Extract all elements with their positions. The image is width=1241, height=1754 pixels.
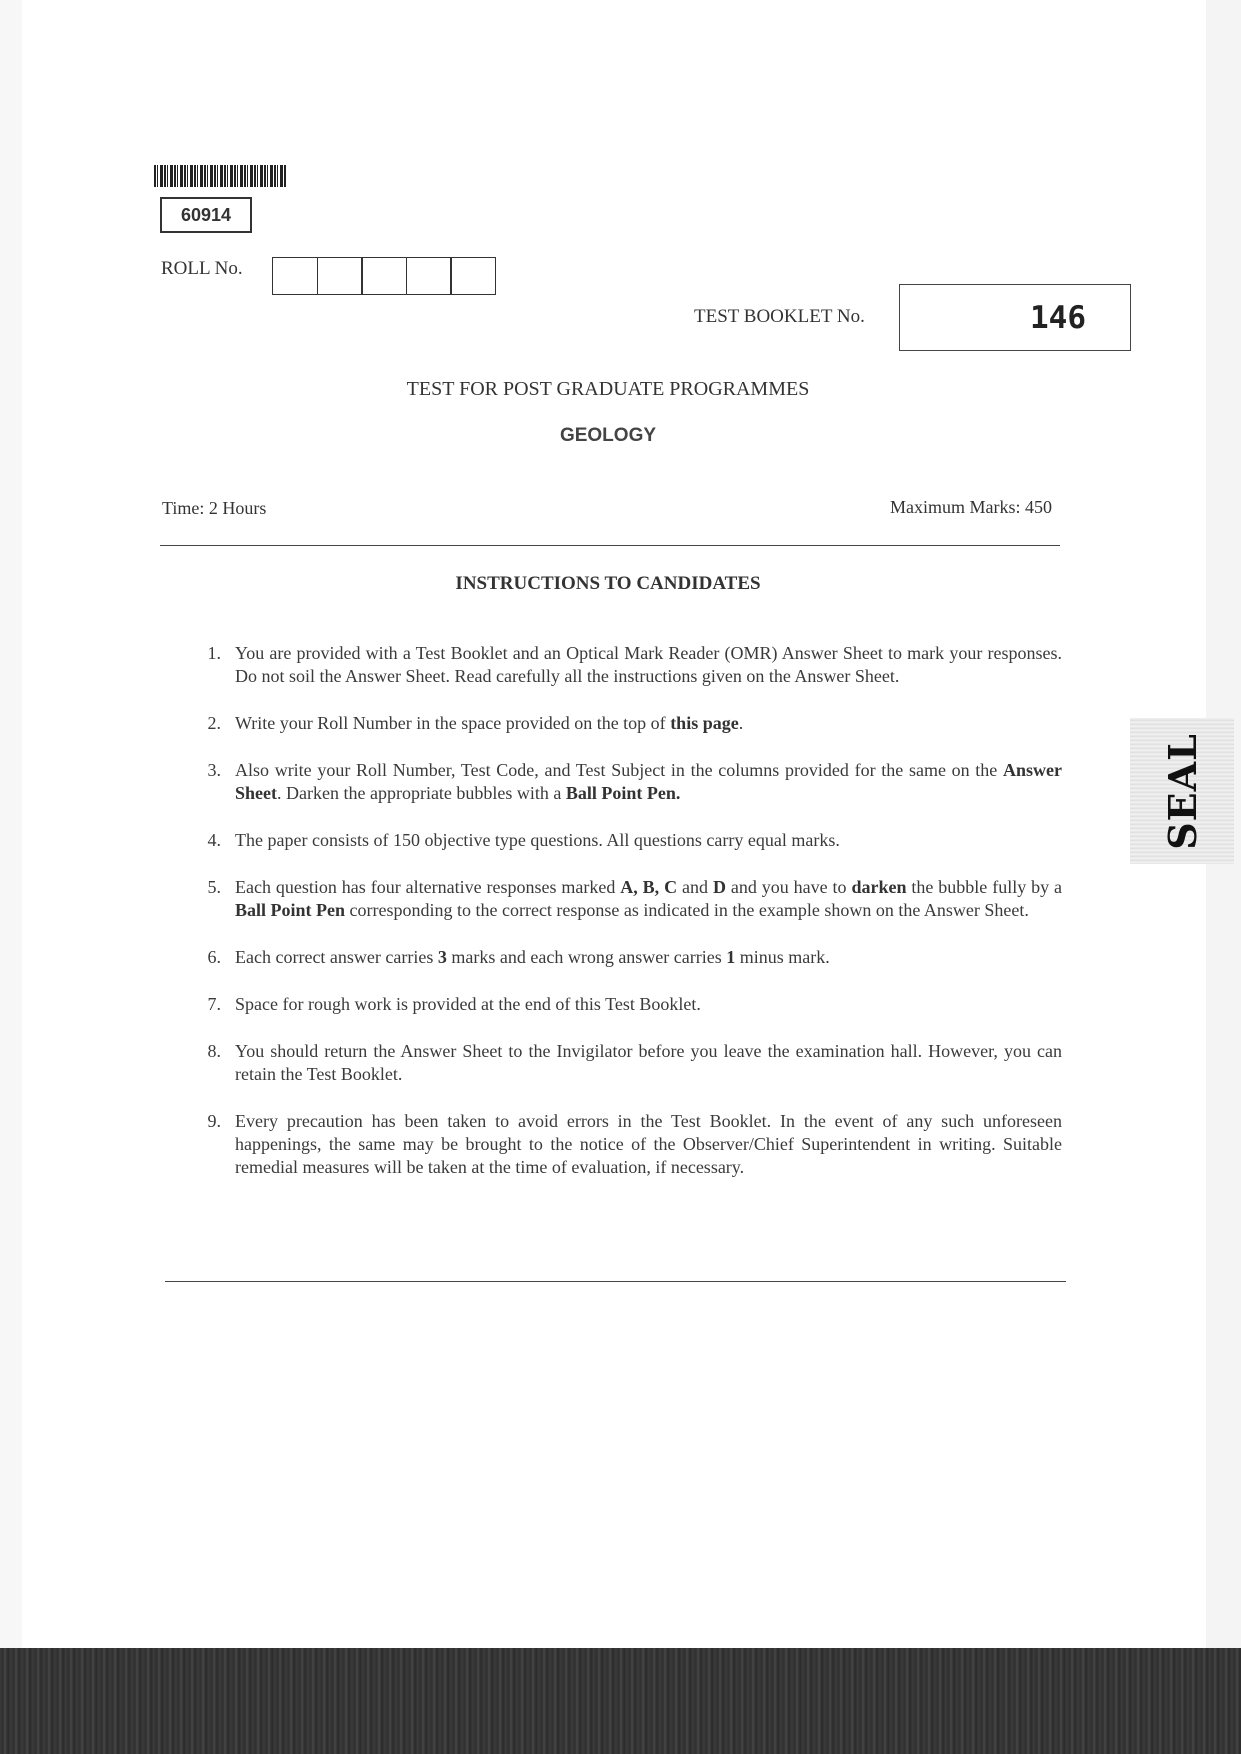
instruction-segment: minus mark. bbox=[735, 947, 830, 967]
instruction-segment: Also write your Roll Number, Test Code, and Test Subject in the columns provided for the same on the bbox=[235, 760, 1003, 780]
instruction-segment: marks and each wrong answer carries bbox=[446, 947, 727, 967]
test-title: TEST FOR POST GRADUATE PROGRAMMES bbox=[406, 378, 810, 400]
instruction-text bbox=[235, 759, 1062, 805]
scan-left-edge bbox=[0, 0, 22, 1648]
instruction-item bbox=[188, 712, 1062, 735]
instruction-number: 9. bbox=[207, 1111, 221, 1131]
instruction-segment: Space for rough work is provided at the end of this Test Booklet. bbox=[235, 994, 701, 1014]
instructions-list bbox=[188, 642, 1062, 1203]
instruction-emphasis: 1 bbox=[726, 947, 736, 967]
test-booklet-number-box bbox=[899, 284, 1131, 351]
instruction-text bbox=[235, 946, 1062, 969]
instruction-emphasis: 3 bbox=[437, 947, 447, 967]
time-allowed: Time: 2 Hours bbox=[162, 498, 267, 518]
instruction-text bbox=[235, 876, 1062, 922]
instruction-item bbox=[188, 1110, 1062, 1179]
subject-title: GEOLOGY bbox=[559, 425, 657, 446]
instruction-segment: Write your Roll Number in the space provided on the top of bbox=[235, 713, 671, 733]
instruction-segment: Each question has four alternative responses marked bbox=[235, 877, 621, 897]
instruction-segment: . Darken the appropriate bubbles with a bbox=[277, 783, 566, 803]
booklet-code: 60914 bbox=[160, 197, 252, 233]
divider-bottom bbox=[165, 1281, 1066, 1282]
instructions-heading: INSTRUCTIONS TO CANDIDATES bbox=[455, 573, 761, 594]
roll-number-label: ROLL No. bbox=[161, 258, 243, 279]
barcode bbox=[154, 165, 286, 187]
instruction-text bbox=[235, 712, 1062, 735]
instruction-item bbox=[188, 876, 1062, 922]
instruction-segment: . bbox=[738, 713, 744, 733]
instruction-segment: the bubble fully by a bbox=[906, 877, 1063, 897]
instruction-number: 7. bbox=[207, 994, 221, 1014]
seal-sticker bbox=[1130, 718, 1234, 864]
instruction-emphasis: Ball Point Pen bbox=[235, 900, 346, 920]
instruction-number: 6. bbox=[207, 947, 221, 967]
instruction-emphasis: this page bbox=[670, 713, 739, 733]
instruction-item bbox=[188, 829, 1062, 852]
test-booklet-number: 146 bbox=[1030, 299, 1086, 336]
instruction-emphasis: D bbox=[712, 877, 726, 897]
instruction-segment: Every precaution has been taken to avoid errors in the Test Booklet. In the event of any such unforeseen happenings, the same may be brought to the notice of the Observer/Chief Superintendent in writing. Suitable remedial measures will be taken at the time of evaluation, if necessary. bbox=[235, 1111, 1062, 1177]
roll-digit-box[interactable] bbox=[317, 257, 363, 295]
instruction-segment: Each correct answer carries bbox=[235, 947, 438, 967]
instruction-item bbox=[188, 946, 1062, 969]
instruction-number: 3. bbox=[207, 760, 221, 780]
test-booklet-label: TEST BOOKLET No. bbox=[694, 306, 865, 327]
instruction-segment: You should return the Answer Sheet to the Invigilator before you leave the examination hall. However, you can retain the Test Booklet. bbox=[235, 1041, 1062, 1084]
instruction-item bbox=[188, 993, 1062, 1016]
instruction-item bbox=[188, 642, 1062, 688]
instruction-item bbox=[188, 759, 1062, 805]
instruction-segment: and you have to bbox=[725, 877, 852, 897]
instruction-segment: corresponding to the correct response as indicated in the example shown on the Answer Sheet. bbox=[345, 900, 1029, 920]
instruction-number: 8. bbox=[207, 1041, 221, 1061]
instruction-number: 4. bbox=[207, 830, 221, 850]
roll-digit-box[interactable] bbox=[406, 257, 452, 295]
instruction-text bbox=[235, 993, 1062, 1016]
instruction-text bbox=[235, 1110, 1062, 1179]
roll-digit-box[interactable] bbox=[272, 257, 318, 295]
instruction-number: 2. bbox=[207, 713, 221, 733]
instruction-number: 5. bbox=[207, 877, 221, 897]
roll-digit-box[interactable] bbox=[450, 257, 496, 295]
instruction-segment: The paper consists of 150 objective type questions. All questions carry equal marks. bbox=[235, 830, 840, 850]
instruction-number: 1. bbox=[207, 643, 221, 663]
instruction-emphasis: A, B, C bbox=[620, 877, 678, 897]
instruction-emphasis: Answer Sheet bbox=[235, 760, 1062, 803]
instruction-text bbox=[235, 642, 1062, 688]
scanner-background bbox=[0, 1648, 1241, 1754]
seal-label: SEAL bbox=[1159, 732, 1205, 850]
instruction-segment: and bbox=[677, 877, 713, 897]
roll-number-boxes bbox=[272, 257, 495, 295]
instruction-text bbox=[235, 829, 1062, 852]
instruction-emphasis: darken bbox=[851, 877, 907, 897]
maximum-marks: Maximum Marks: 450 bbox=[890, 497, 1052, 517]
instruction-emphasis: Ball Point Pen. bbox=[565, 783, 681, 803]
roll-digit-box[interactable] bbox=[361, 257, 407, 295]
instruction-segment: You are provided with a Test Booklet and an Optical Mark Reader (OMR) Answer Sheet to mark your responses. Do not soil the Answer Sheet. Read carefully all the instructions given on the Answer Sheet. bbox=[235, 643, 1062, 686]
divider-top bbox=[160, 545, 1060, 546]
instruction-item bbox=[188, 1040, 1062, 1086]
instruction-text bbox=[235, 1040, 1062, 1086]
